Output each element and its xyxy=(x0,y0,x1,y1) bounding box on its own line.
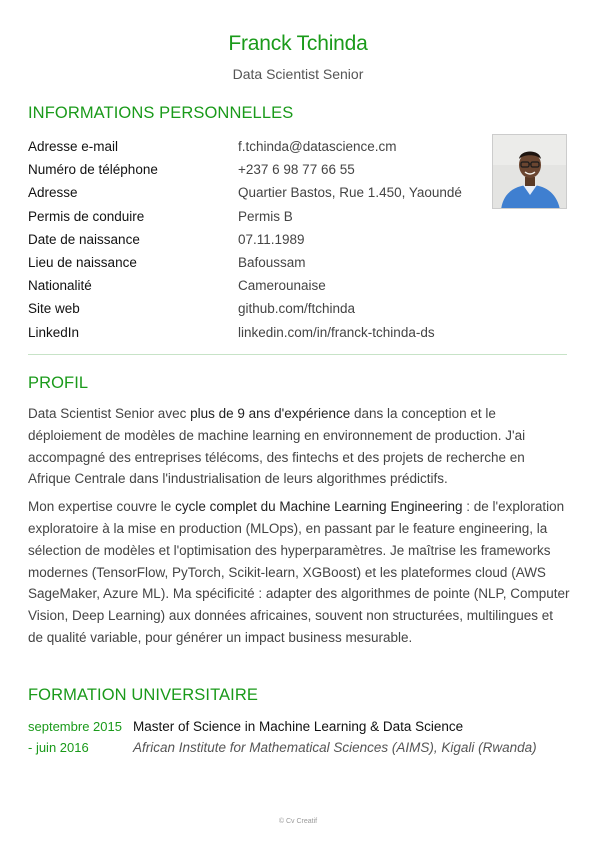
section-divider xyxy=(28,354,567,355)
info-label: Numéro de téléphone xyxy=(28,162,158,178)
info-label: Site web xyxy=(28,301,80,317)
info-value: Permis B xyxy=(238,208,293,224)
profile-highlight: plus de 9 ans d'expérience xyxy=(190,406,351,421)
profile-text xyxy=(28,403,570,655)
profile-text-segment: dans la conception et le déploiement de modèles de machine learning en environnement de production. J'ai accompagné des entreprises télécoms, des fintechs et des projets de recherche en Afrique Centrale dans l'industrialisation de leurs algorithmes prédictifs. xyxy=(28,406,526,487)
education-degree: Master of Science in Machine Learning & Data Science xyxy=(133,719,464,734)
job-title: Data Scientist Senior xyxy=(232,66,364,82)
candidate-name: Franck Tchinda xyxy=(228,32,368,55)
info-row-birthdate xyxy=(28,228,478,251)
section-title-profile: PROFIL xyxy=(28,374,89,392)
profile-text-segment: Mon expertise couvre le xyxy=(28,499,176,515)
info-row-nationality xyxy=(28,274,478,297)
info-row-phone xyxy=(28,158,478,181)
info-row-linkedin xyxy=(28,321,478,344)
info-value: 07.11.1989 xyxy=(238,231,305,247)
info-value: Camerounaise xyxy=(238,278,326,294)
info-value: Quartier Bastos, Rue 1.450, Yaoundé xyxy=(238,185,462,201)
footer-credit: © Cv Creatif xyxy=(278,818,318,825)
profile-text-segment: : de l'exploration exploratoire à la mise en production (MLOps), en passant par le feature engineering, la sélection de modèles et l'optimisation des hyperparamètres. Je maîtrise les frameworks modernes (TensorFlow, PyTorch, Scikit-learn, XGBoost) et les plateformes cloud (AWS SageMaker, Azure ML). Ma spécificité : adapter des algorithmes de pointe (NLP, Computer Vision, Deep Learning) aux données africaines, souvent non structurées, multilingues et de qualité variable, pour générer un impact business mesurable. xyxy=(28,499,570,645)
info-value: +237 6 98 77 66 55 xyxy=(238,162,355,178)
info-label: Date de naissance xyxy=(28,231,140,247)
profile-paragraph xyxy=(28,403,570,490)
education-school: African Institute for Mathematical Sciences (AIMS), Kigali (Rwanda) xyxy=(133,740,537,755)
section-title-personal-info: INFORMATIONS PERSONNELLES xyxy=(28,104,294,122)
info-value: f.tchinda@datascience.cm xyxy=(238,139,397,155)
profile-paragraph xyxy=(28,496,570,649)
info-label: LinkedIn xyxy=(28,324,80,340)
info-label: Adresse xyxy=(28,185,78,201)
info-label: Permis de conduire xyxy=(28,208,145,224)
education-date-end: - juin 2016 xyxy=(28,739,89,755)
info-value[interactable]: linkedin.com/in/franck-tchinda-ds xyxy=(238,324,435,340)
profile-photo xyxy=(492,134,567,209)
info-row-license xyxy=(28,205,478,228)
education-date-start: septembre 2015 xyxy=(28,719,122,734)
profile-text-segment: Data Scientist Senior avec xyxy=(28,406,191,421)
personal-info-table xyxy=(28,135,478,344)
info-row-email xyxy=(28,135,478,158)
info-value[interactable]: github.com/ftchinda xyxy=(238,301,356,317)
profile-highlight: cycle complet du Machine Learning Engineering xyxy=(175,499,463,515)
info-label: Adresse e-mail xyxy=(28,139,119,155)
section-title-education: FORMATION UNIVERSITAIRE xyxy=(28,686,258,704)
info-row-website xyxy=(28,297,478,320)
profile-photo-illustration xyxy=(493,135,567,209)
info-row-address xyxy=(28,181,478,204)
info-label: Nationalité xyxy=(28,278,92,294)
info-value: Bafoussam xyxy=(238,255,306,271)
info-label: Lieu de naissance xyxy=(28,255,137,271)
education-dates xyxy=(28,717,132,758)
info-row-birthplace xyxy=(28,251,478,274)
